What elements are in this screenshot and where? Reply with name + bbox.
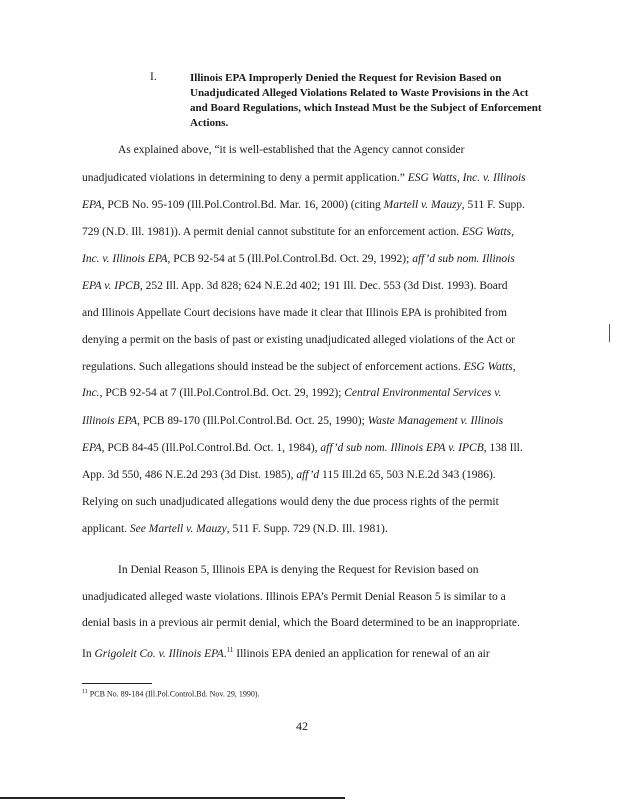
case-citation: Martell v. Mauzy (383, 199, 462, 211)
text-segment: , PCB 89-170 (Ill.Pol.Control.Bd. Oct. 25, 1990); (137, 415, 368, 427)
text-segment: unadjudicated alleged waste violations. Illinois EPA’s Permit Denial Reason 5 is similar to a (82, 591, 506, 603)
text-segment: , 252 Ill. App. 3d 828; 624 N.E.2d 402; 191 Ill. Dec. 553 (3d Dist. 1993). Board (139, 280, 508, 292)
text-segment: App. 3d 550, 486 N.E.2d 293 (3d Dist. 1985), (82, 469, 297, 481)
text-segment: In Denial Reason 5, Illinois EPA is denying the Request for Revision based on (118, 564, 479, 576)
text-segment: regulations. Such allegations should instead be the subject of enforcement actions. (82, 361, 464, 373)
right-margin-mark (609, 324, 610, 342)
case-citation: EPA (82, 442, 102, 454)
text-line (82, 306, 507, 320)
text-segment: Relying on such unadjudicated allegations would deny the due process rights of the permit (82, 496, 499, 508)
text-line (82, 252, 515, 266)
text-segment: denying a permit on the basis of past or existing unadjudicated alleged violations of the Act or (82, 334, 516, 346)
section-number: I. (150, 71, 157, 83)
text-segment: , PCB 92-54 at 5 (Ill.Pol.Control.Bd. Oct. 29, 1992); (167, 253, 413, 265)
footnote-ref: 11 (226, 646, 234, 654)
case-citation: EPA (82, 199, 102, 211)
text-segment: and Illinois Appellate Court decisions have made it clear that Illinois EPA is prohibited from (82, 307, 508, 319)
text-line (82, 616, 520, 630)
case-citation: Illinois EPA (82, 415, 138, 427)
text-segment: unadjudicated violations in determining to deny a permit application.” (82, 172, 408, 184)
text-segment: 115 Ill.2d 65, 503 N.E.2d 343 (1986). (319, 469, 496, 481)
text-line (82, 414, 503, 428)
footnote (82, 689, 260, 699)
text-segment: , PCB 92-54 at 7 (Ill.Pol.Control.Bd. Oct. 29, 1992); (99, 387, 345, 399)
text-line (82, 360, 516, 374)
page-number: 42 (296, 719, 308, 733)
text-line (82, 198, 525, 212)
bottom-scan-line (0, 797, 345, 799)
text-segment: , 138 Ill. (483, 442, 523, 454)
case-citation: aff’d sub nom. Illinois EPA v. IPCB (320, 442, 484, 454)
text-line (82, 643, 490, 661)
text-segment: , 511 F. Supp. 729 (N.D. Ill. 1981). (226, 523, 388, 535)
text-line (82, 522, 388, 536)
footnote-separator (82, 683, 152, 684)
case-citation: Inc. v. Illinois EPA (82, 253, 168, 265)
case-citation: Central Environmental Services v. (344, 387, 502, 399)
case-citation: Waste Management v. Illinois (367, 415, 504, 427)
text-segment: Illinois EPA denied an application for renewal of an air (233, 647, 490, 660)
case-citation: See Martell v. Mauzy (129, 523, 227, 535)
text-line (82, 171, 526, 185)
text-line (118, 143, 465, 157)
footnote-text: PCB No. 89-184 (Ill.Pol.Control.Bd. Nov. 29, 1990). (87, 689, 260, 699)
case-citation: ESG Watts, (462, 226, 515, 238)
text-segment: applicant. (82, 523, 130, 535)
text-line (82, 441, 523, 455)
text-line (82, 279, 507, 293)
text-segment: denial basis in a previous air permit denial, which the Board determined to be an inappropriate. (82, 617, 520, 629)
text-line (82, 386, 501, 400)
case-citation: EPA v. IPCB (82, 280, 140, 292)
text-segment: .$^{11}$ (223, 646, 234, 660)
footnote-marker: 11 (82, 689, 88, 695)
text-segment: , 511 F. Supp. (461, 199, 525, 211)
case-citation: ESG Watts, Inc. v. Illinois (407, 172, 526, 184)
section-title: Illinois EPA Improperly Denied the Request for Revision Based on Unadjudicated Alleged Violations Related to Waste Provisions in the Act and Board Regulations, which Instead Must be the Subject of Enforcement Actions. (190, 72, 542, 129)
text-line (118, 563, 479, 577)
text-line (82, 590, 506, 604)
case-citation: Grigoleit Co. v. Illinois EPA (94, 647, 224, 660)
case-citation: aff’d sub nom. Illinois (412, 253, 515, 265)
text-line (82, 468, 496, 482)
text-segment: In (82, 647, 95, 660)
text-segment: , PCB No. 95-109 (Ill.Pol.Control.Bd. Mar. 16, 2000) (citing (101, 199, 384, 211)
text-segment: 729 (N.D. Ill. 1981)). A permit denial cannot substitute for an enforcement action. (82, 226, 463, 238)
text-line (82, 495, 499, 509)
case-citation: ESG Watts, (463, 361, 516, 373)
case-citation: aff’d (296, 469, 320, 481)
text-line (82, 225, 514, 239)
case-citation: Inc. (82, 387, 100, 399)
text-segment: , PCB 84-45 (Ill.Pol.Control.Bd. Oct. 1, 1984), (101, 442, 321, 454)
text-segment: As explained above, “it is well-established that the Agency cannot consider (118, 144, 465, 156)
text-line (82, 333, 515, 347)
